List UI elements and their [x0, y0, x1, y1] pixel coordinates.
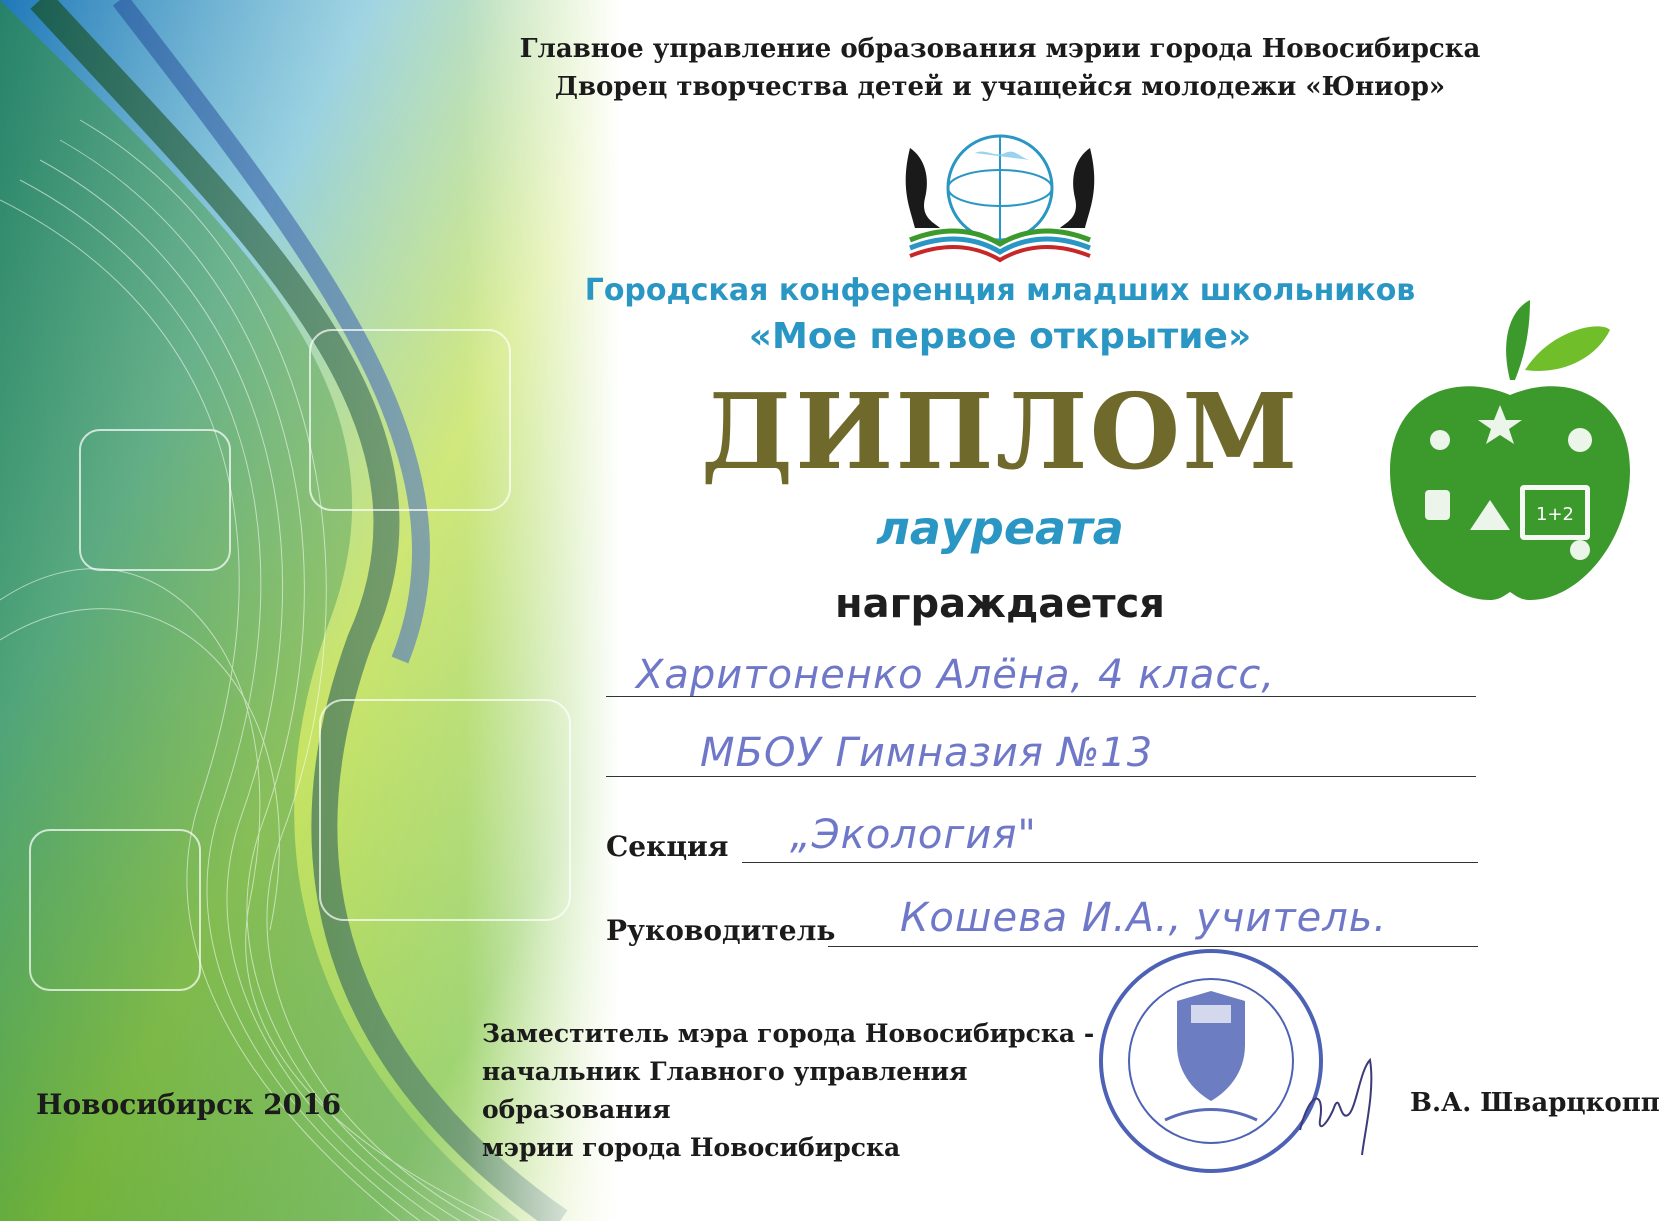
- awarded-label: награждается: [835, 581, 1165, 627]
- signature-mark: [1290, 1050, 1400, 1160]
- supervisor-label: Руководитель: [606, 914, 836, 947]
- city-year: Новосибирск 2016: [36, 1088, 342, 1121]
- signatory-title: [482, 1015, 1122, 1167]
- recipient-school: МБОУ Гимназия №13: [700, 730, 1154, 776]
- organization-header: [470, 30, 1530, 106]
- section-underline: [742, 862, 1478, 863]
- signatory-line-2: начальник Главного управления образования: [482, 1057, 968, 1124]
- header-line-2: Дворец творчества детей и учащейся молодежи «Юниор»: [554, 72, 1446, 102]
- apple-board-text: 1+2: [1536, 504, 1574, 525]
- diploma-subtitle: лауреата: [876, 501, 1124, 555]
- name-underline-1: [606, 696, 1476, 697]
- conference-line-1: Городская конференция младших школьников: [584, 273, 1416, 308]
- section-value: „Экология": [790, 812, 1037, 858]
- section-label: Секция: [606, 830, 729, 863]
- emblem-logo: [880, 128, 1120, 268]
- signatory-name: В.А. Шварцкопп: [1410, 1088, 1660, 1118]
- signatory-line-3: мэрии города Новосибирска: [482, 1133, 901, 1162]
- header-line-1: Главное управление образования мэрии города Новосибирска: [519, 34, 1481, 64]
- apple-icon: [1380, 300, 1640, 610]
- diploma-title: ДИПЛОМ: [700, 370, 1300, 493]
- conference-line-2: «Мое первое открытие»: [748, 316, 1252, 357]
- name-underline-2: [606, 776, 1476, 777]
- supervisor-value: Кошева И.А., учитель.: [900, 895, 1388, 941]
- conference-title: [470, 270, 1530, 362]
- signatory-line-1: Заместитель мэра города Новосибирска -: [482, 1019, 1095, 1048]
- recipient-name: Харитоненко Алёна, 4 класс,: [636, 652, 1276, 698]
